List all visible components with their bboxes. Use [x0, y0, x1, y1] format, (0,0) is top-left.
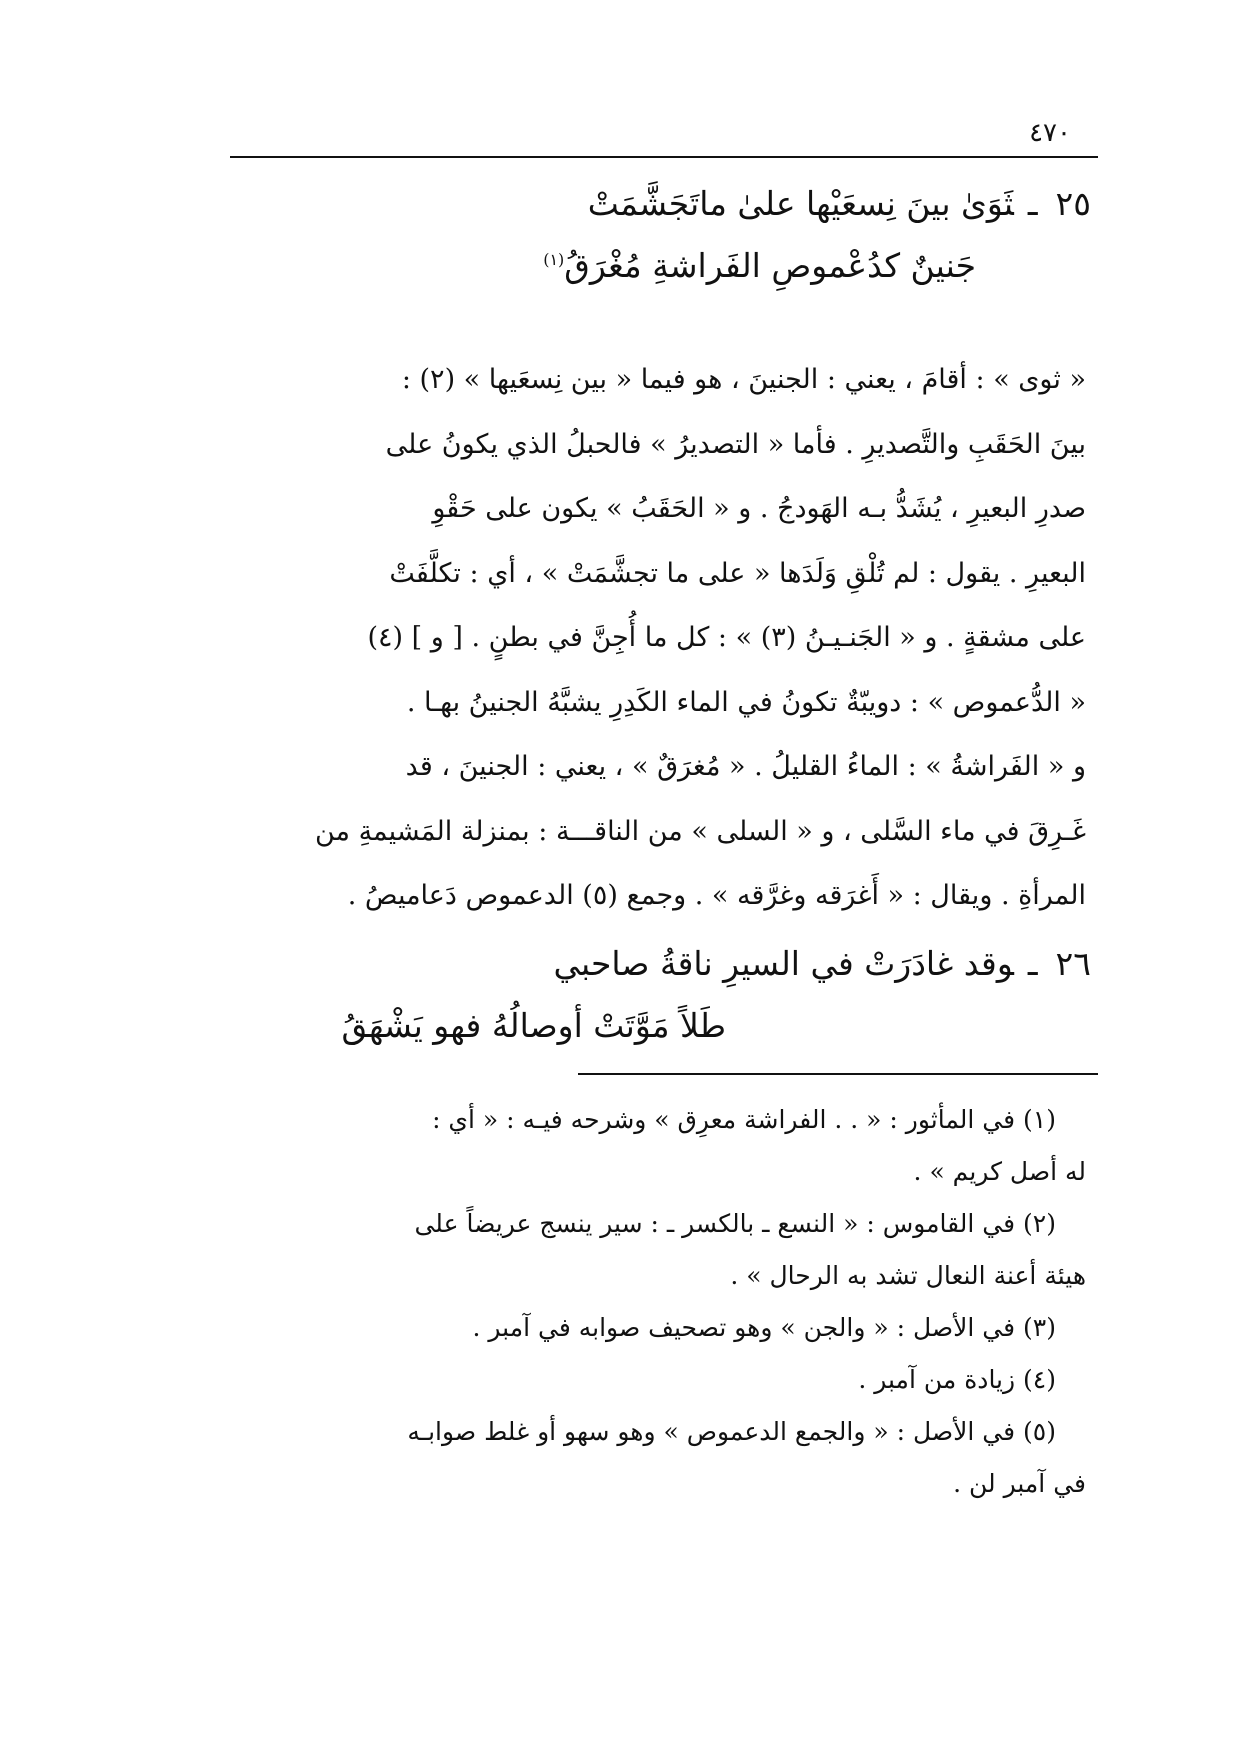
footnote-line: (٥) في الأصل : « والجمع الدعموص » وهو سهو أو غلط صوابـه: [407, 1417, 1056, 1446]
verse-25-second-line: [543, 246, 976, 285]
verse-number: ٢٥: [1055, 184, 1091, 223]
verse-dash: ـ: [1027, 184, 1038, 223]
verse-26-first-line: [554, 944, 1091, 983]
footnote-line: له أصل كريم » .: [913, 1157, 1086, 1186]
footnotes: [156, 1094, 1086, 1510]
footnote-rule: [578, 1073, 1098, 1075]
commentary-line: بينَ الحَقَبِ والتَّصديرِ . فأما « التصديرُ » فالحبلُ الذي يكونُ على: [385, 428, 1086, 460]
commentary-line: غَـرِقَ في ماء السَّلى ، و « السلى » من الناقـــة : بمنزلة المَشيمةِ من: [314, 815, 1086, 847]
verse-hemistich: جَنينٌ كدُعْموصِ الفَراشةِ مُغْرَقُ: [564, 246, 976, 285]
verse-26-second-line: [341, 1006, 726, 1045]
footnote-line: (٤) زيادة من آمبر .: [858, 1365, 1056, 1394]
commentary-line: و « الفَراشةُ » : الماءُ القليلُ . « مُغرَقٌ » ، يعني : الجنينَ ، قد: [405, 751, 1086, 782]
verse-25-first-line: [588, 184, 1091, 223]
commentary-line: على مشقةٍ . و « الجَنـيـنُ (٣) » : كل ما أُجِنَّ في بطنٍ . [ و ] (٤): [367, 622, 1086, 653]
footnote-line: في آمبر لن .: [953, 1469, 1086, 1498]
verse-hemistich: وقد غادَرَتْ في السيرِ ناقةُ صاحبي: [553, 944, 1014, 983]
footnote-marker: (١): [543, 250, 565, 269]
footnote-line: هيئة أعنة النعال تشد به الرحال » .: [730, 1261, 1086, 1290]
commentary-line: المرأةِ . ويقال : « أَغرَقه وغرَّقه » . وجمع (٥) الدعموص دَعاميصُ .: [347, 880, 1086, 911]
commentary-line: « ثوى » : أقامَ ، يعني : الجنينَ ، هو فيما « بين نِسعَيها » (٢) :: [401, 364, 1086, 395]
commentary-line: البعيرِ . يقول : لم تُلْقِ وَلَدَها « على ما تجشَّمَتْ » ، أي : تكلَّفَتْ: [389, 557, 1086, 589]
verse-dash: ـ: [1027, 944, 1038, 983]
commentary-line: صدرِ البعيرِ ، يُشَدُّ بـه الهَودجُ . و « الحَقَبُ » يكون على حَقْوِ: [432, 493, 1086, 524]
header-rule: [230, 156, 1098, 158]
footnote-line: (٢) في القاموس : « النسع ـ بالكسر ـ : سير ينسج عريضاً على: [414, 1209, 1056, 1238]
commentary-line: « الدُّعموص » : دويبّةٌ تكونُ في الماء الكَدِرِ يشبَّهُ الجنينُ بهـا .: [406, 686, 1086, 718]
verse-hemistich: طَلاً مَوَّتَتْ أوصالُهُ فهو يَشْهَقُ: [341, 1006, 726, 1045]
page-number: ٤٧٠: [1029, 118, 1071, 148]
footnote-line: (١) في المأثور : « . . الفراشة معرِق » وشرحه فيـه : « أي :: [432, 1105, 1056, 1134]
commentary: [156, 348, 1086, 929]
footnote-line: (٣) في الأصل : « والجن » وهو تصحيف صوابه في آمبر .: [472, 1313, 1056, 1342]
verse-number: ٢٦: [1055, 944, 1091, 983]
verse-hemistich: ثَوَىٰ بينَ نِسعَيْها علىٰ ماتَجَشَّمَتْ: [587, 184, 1014, 223]
